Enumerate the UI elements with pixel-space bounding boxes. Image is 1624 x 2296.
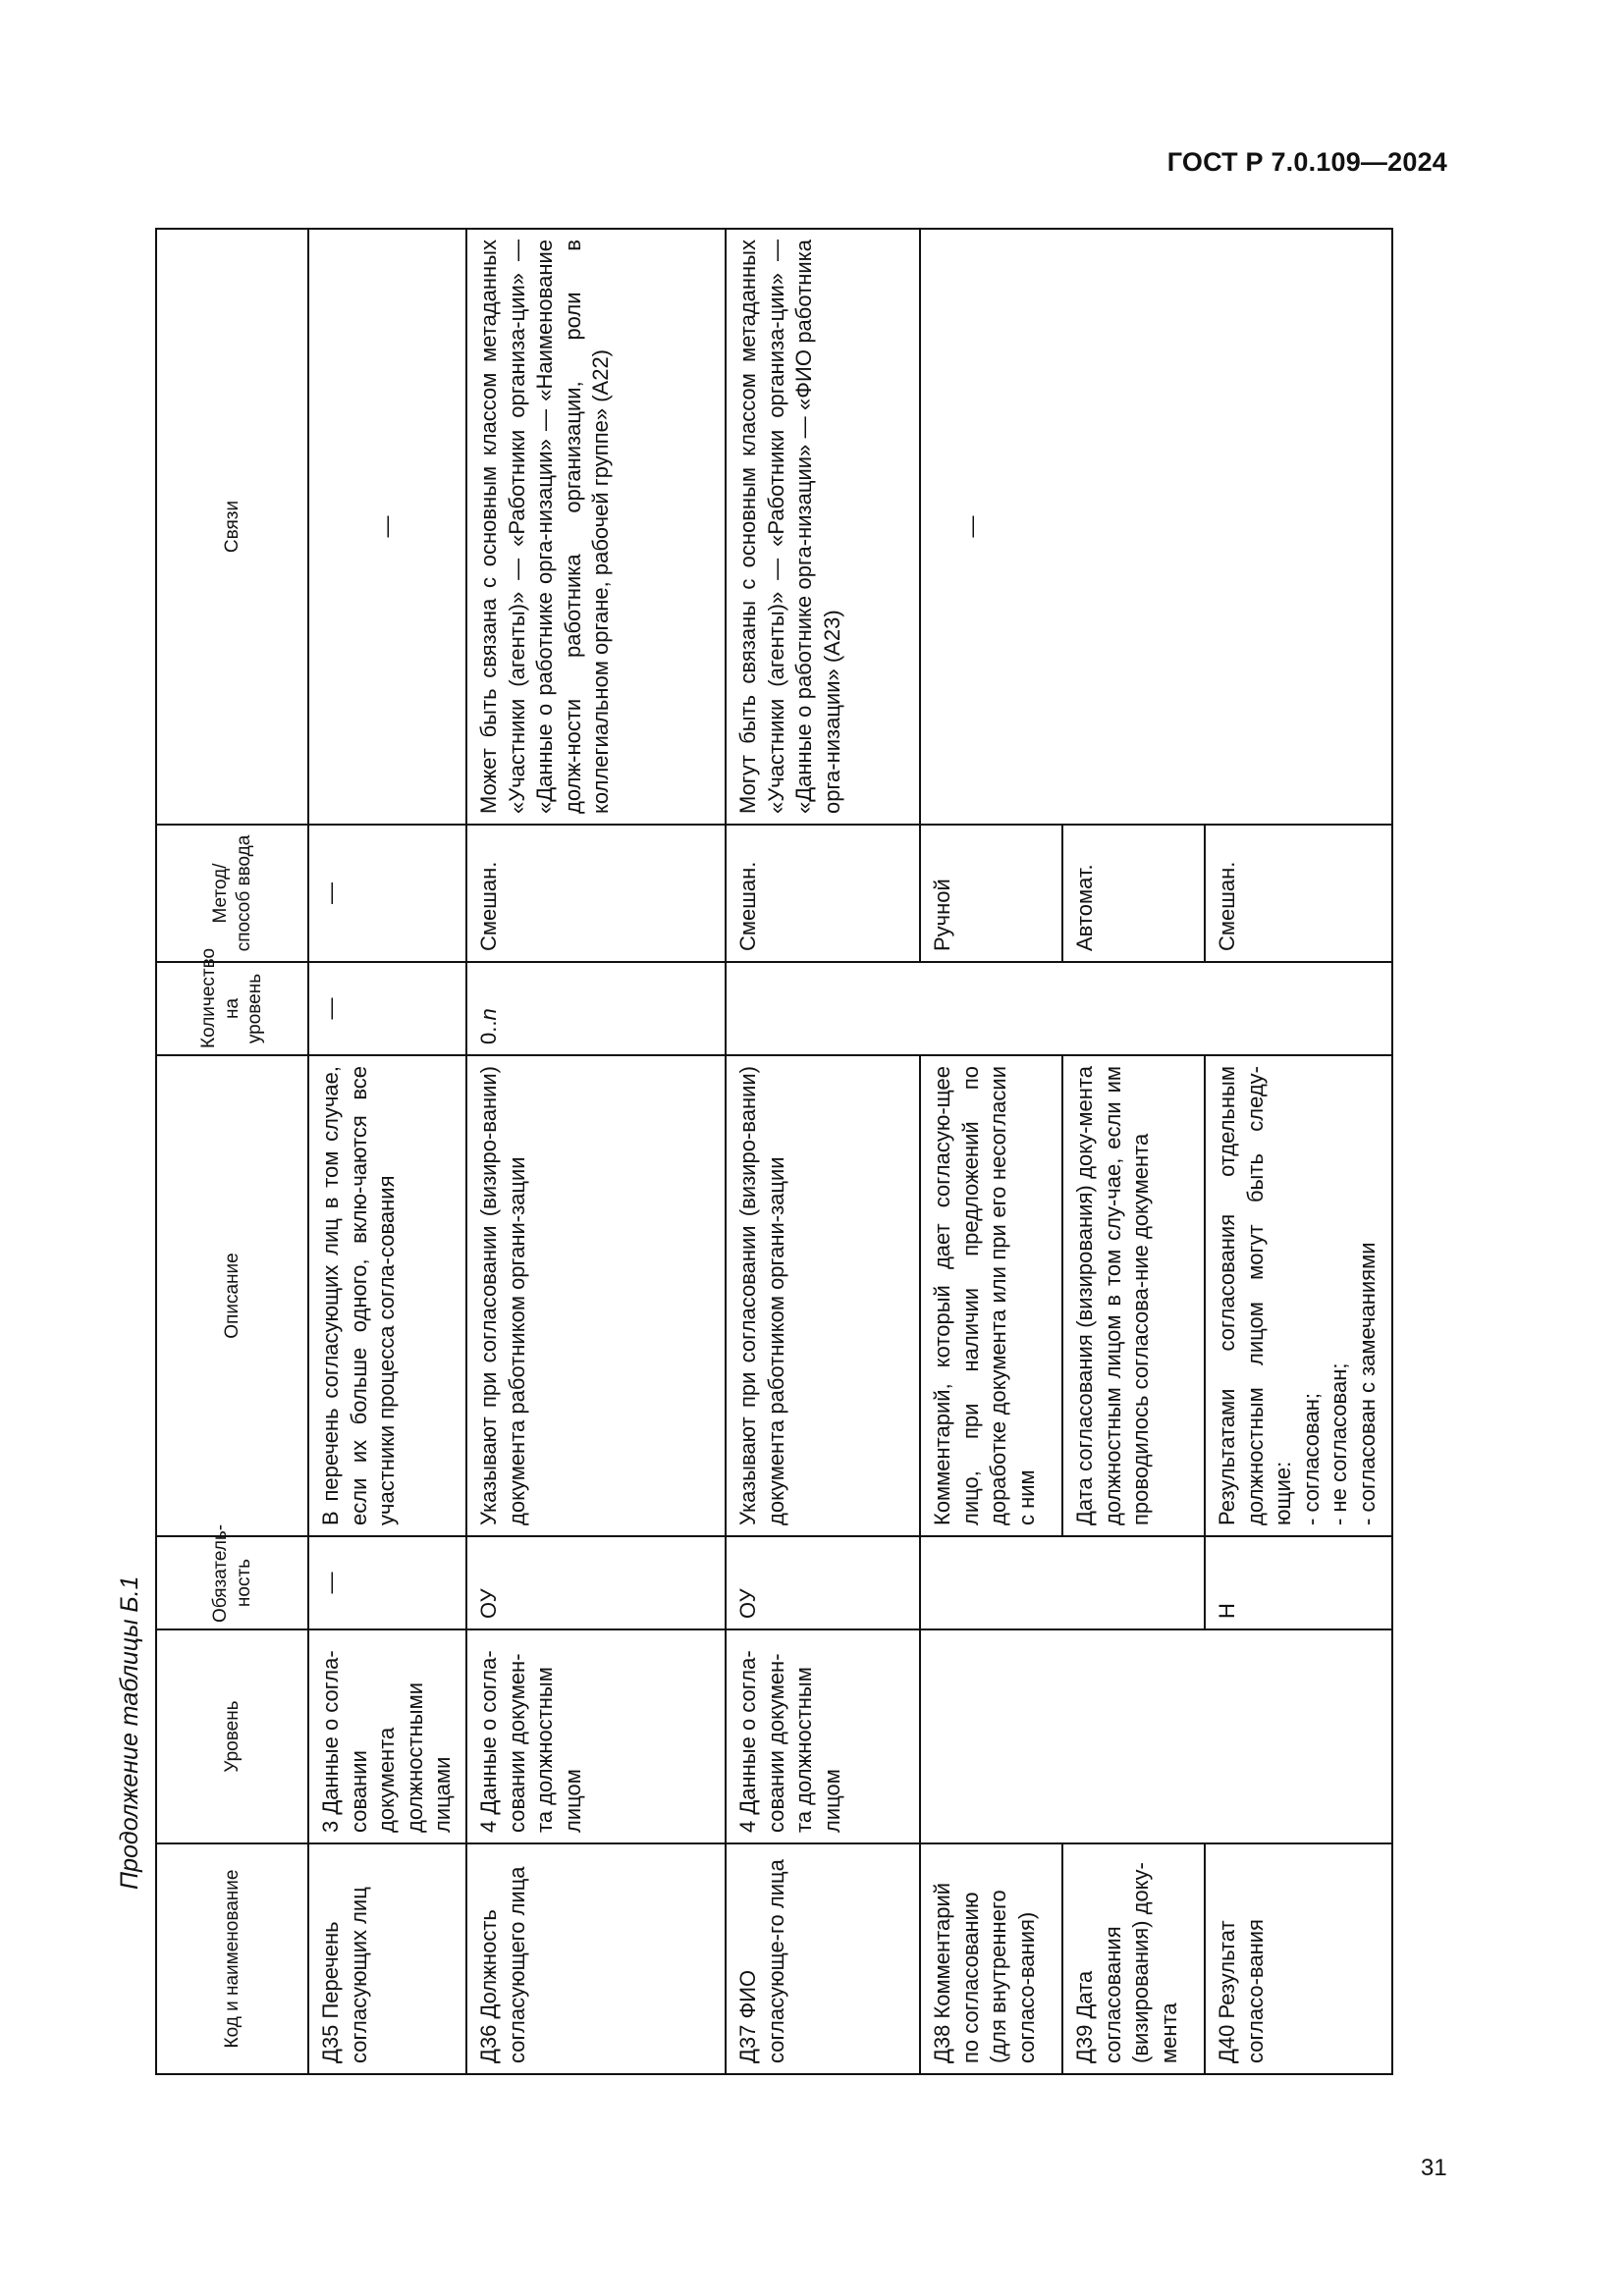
d40-description — [1205, 1055, 1392, 1536]
header-links: Связи — [156, 229, 308, 825]
d37-code: Д37 ФИО согласующе-го лица — [726, 1843, 920, 2074]
d36-obligation: ОУ — [466, 1536, 726, 1629]
d38-links — [920, 229, 1392, 825]
d35-method: — — [308, 825, 466, 962]
d37-quantity — [726, 962, 1392, 1055]
d37-level: 4 Данные о согла-совании докумен-та должностным лицом — [726, 1629, 920, 1843]
d40-code: Д40 Результат согласо-вания — [1205, 1843, 1392, 2074]
d38-links-text: — — [958, 515, 984, 538]
d35-links: — — [308, 229, 466, 825]
table-row — [466, 229, 726, 2074]
d36-description: Указывают при согласовании (визиро-вании) документа работником органи-зации — [466, 1055, 726, 1536]
d36-quantity-prefix: 0.. — [475, 1020, 501, 1044]
table-header-row — [156, 229, 308, 2074]
list-item: - согласован; — [1298, 1066, 1326, 1525]
d35-code: Д35 Перечень согласующих лиц — [308, 1843, 466, 2074]
d36-quantity — [466, 962, 726, 1055]
d35-level: 3 Данные о согла-совании документа должностными лицами — [308, 1629, 466, 1843]
d35-quantity: — — [308, 962, 466, 1055]
header-obligation: Обязатель-ность — [156, 1536, 308, 1629]
d39-description: Дата согласования (визирования) доку-мента должностным лицом в том слу-чае, если им проводилось согласова-ние документа — [1062, 1055, 1205, 1536]
d38-obligation — [920, 1536, 1205, 1629]
d39-code: Д39 Дата согласования (визирования) доку-мента — [1062, 1843, 1205, 2074]
d35-obligation: — — [308, 1536, 466, 1629]
d36-code: Д36 Должность согласующего лица — [466, 1843, 726, 2074]
list-item: - согласован с замечаниями — [1354, 1066, 1382, 1525]
table-row — [920, 229, 1062, 2074]
d36-method: Смешан. — [466, 825, 726, 962]
header-level: Уровень — [156, 1629, 308, 1843]
d37-obligation: ОУ — [726, 1536, 920, 1629]
d40-obligation: Н — [1205, 1536, 1392, 1629]
d39-method: Автомат. — [1062, 825, 1205, 962]
table-row — [726, 229, 920, 2074]
metadata-table — [155, 228, 1393, 2075]
d40-description-text: Результатами согласования отдельным должностным лицом могут быть следу-ющие: — [1214, 1066, 1296, 1525]
d36-level: 4 Данные о согла-совании докумен-та должностным лицом — [466, 1629, 726, 1843]
d37-links: Могут быть связаны с основным классом метаданных «Участники (агенты)» — «Работники организа-ции» — «Данные о работнике орга-низации» — «ФИО работника орга-низации» (А23) — [726, 229, 920, 825]
d35-description: В перечень согласующих лиц в том случае, если их больше одного, вклю-чаются все участники процесса согла-сования — [308, 1055, 466, 1536]
d38-code: Д38 Комментарий по согласованию (для внутреннего согласо-вания) — [920, 1843, 1062, 2074]
rotated-table-container — [155, 230, 1380, 2075]
d40-result-list — [1298, 1066, 1382, 1525]
document-standard-header: ГОСТ Р 7.0.109—2024 — [1166, 147, 1447, 177]
header-quantity: Количество на уровень — [156, 962, 308, 1055]
d36-links: Может быть связана с основным классом метаданных «Участники (агенты)» — «Работники организа-ции» — «Данные о работнике орга-низации» — «Наименование долж-ности работника организации, роли в коллегиальном органе, рабочей группе» (А22) — [466, 229, 726, 825]
d38-method: Ручной — [920, 825, 1062, 962]
page-number: 31 — [1421, 2155, 1447, 2181]
table-caption: Продолжение таблицы Б.1 — [116, 1575, 143, 1890]
header-method: Метод/ способ ввода — [156, 825, 308, 962]
header-code: Код и наименование — [156, 1843, 308, 2074]
d36-quantity-suffix: n — [475, 1008, 501, 1021]
d37-description: Указывают при согласовании (визиро-вании) документа работником органи-зации — [726, 1055, 920, 1536]
list-item: - не согласован; — [1326, 1066, 1354, 1525]
d38-level — [920, 1629, 1392, 1843]
table-row — [308, 229, 466, 2074]
d37-method: Смешан. — [726, 825, 920, 962]
d38-description: Комментарий, который дает согласую-щее лицо, при наличии предложений по доработке документа или при его несогласии с ним — [920, 1055, 1062, 1536]
d40-method: Смешан. — [1205, 825, 1392, 962]
header-description: Описание — [156, 1055, 308, 1536]
